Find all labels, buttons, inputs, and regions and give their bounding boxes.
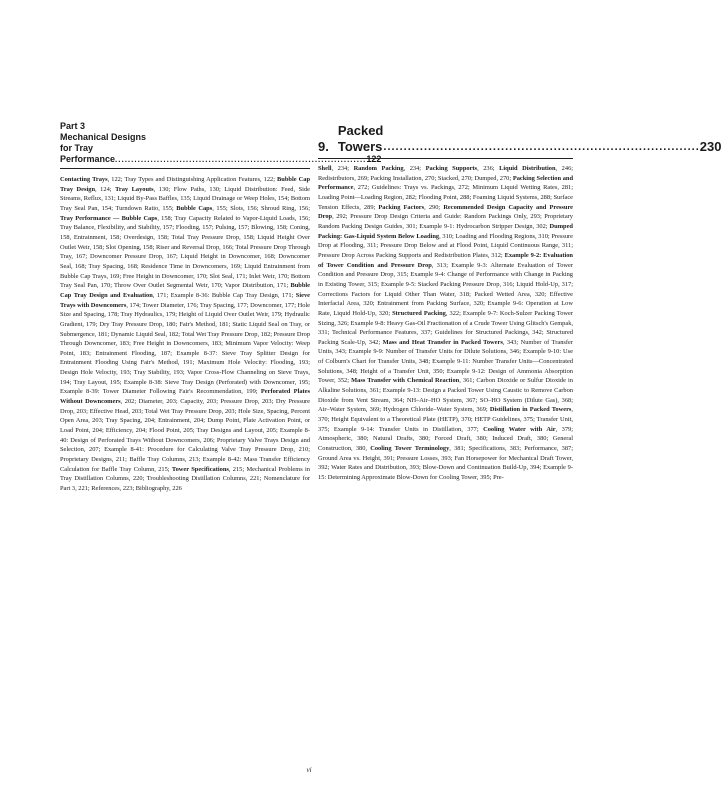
part-title-line-2 — [60, 143, 382, 165]
part-label: Part 3 — [60, 121, 86, 131]
chapter-heading — [318, 123, 721, 155]
right-column — [318, 121, 721, 483]
leader-dots: .............................................................................. — [115, 155, 367, 164]
leader-dots: .............................................................................. — [383, 141, 700, 153]
chapter-page-number: 230 — [699, 139, 721, 154]
part-title-text: for Tray Performance — [60, 143, 116, 164]
chapter-number: 9. — [318, 139, 329, 154]
chapter-contents-paragraph: Shell, 234; Random Packing, 234; Packing Supports, 236; Liquid Distribution, 246; Redistributors, 269; Packing Installation, 270; Stacked, 270; Dumped, 270; Packing Selection and Performance, 272; Guidelines: Trays vs. Packings, 272; Minimum Liquid Wetting Rates, 281; Loading Point—Loading Region, 282; Flooding Point, 288; Foaming Liquid Systems, 288; Surface Tension Effects, 289; Packing Factors, 290; Recommended Design Capacity and Pressure Drop, 292; Pressure Drop Design Criteria and Guide: Random Packings Only, 293; Proprietary Random Packing Design Guides, 301; Example 9-1: Hydrocarbon Stripper Design, 302; Dumped Packing: Gas-Liquid System Below Loading, 310; Loading and Flooding Regions, 310; Pressure Drop at Flooding, 311; Pressure Drop Below and at Flood Point, Liquid Continuous Range, 311; Pressure Drop Across Packing Supports and Redistribution Plates, 312; Example 9-2: Evaluation of Tower Condition and Pressure Drop, 313; Example 9-3: Alternate Evaluation of Tower Condition and Pressure Drop, 315; Example 9-4: Change of Performance with Change in Packing in Existing Tower, 315; Example 9-5: Stacked Packing Pressure Drop, 316; Liquid Hold-Up, 317; Corrections Factors for Liquid Other Than Water, 318; Packed Wetted Area, 320; Effective Interfacial Area, 320; Entrainment from Packing Surface, 320; Example 9-6: Operation at Low Rate, Liquid Hold-Up, 320; Structured Packing, 322; Example 9-7: Koch-Sulzer Packing Tower Sizing, 326; Example 9-8: Heavy Gas-Oil Fractionation of a Crude Tower Using Glitsch's Gempak, 331; Technical Performance Features, 337; Guidelines for Structured Packings, 342; Structured Packing Scale-Up, 342; Mass and Heat Transfer in Packed Towers, 343; Number of Transfer Units, 343; Example 9-9: Number of Transfer Units for Dilute Solutions, 346; Example 9-10: Use of Colburn's Chart for Transfer Units, 348; Example 9-11: Number Transfer Units—Concentrated Solutions, 348; Height of a Transfer Unit, 350; Example 9-12: Design of Ammonia Absorption Tower, 352; Mass Transfer with Chemical Reaction, 361; Carbon Dioxide or Sulfur Dioxide in Alkaline Solutions, 361; Example 9-13: Design a Packed Tower Using Caustic to Remove Carbon Dioxide from Vent Stream, 364; NH–Air–HO System, 367; SO–HO System (Dilute Gas), 368; Air–Water System, 369; Hydrogen Chloride–Water System, 369; Distillation in Packed Towers, 370; Height Equivalent to a Theoretical Plate (HETP), 370; HETP Guidelines, 375; Transfer Unit, 375; Example 9-14: Transfer Units in Distillation, 377; Cooling Water with Air, 379; Atmospheric, 380; Natural Drafts, 380; Forced Draft, 380; Induced Draft, 380; General Construction, 380, Cooling Tower Terminology, 381; Specifications, 383; Performance, 387; Ground Area vs. Height, 391; Pressure Losses, 393; Fan Horsepower for Mechanical Draft Tower, 392; Water Rates and Distribution, 393; Blow-Down and Continuation Build-Up, 394; Example 9-15: Determining Approximate Blow-Down for Cooling Tower, 395; Pre- — [318, 165, 574, 481]
part-rule — [60, 168, 310, 169]
chapter-rule — [318, 158, 573, 159]
part-contents-paragraph: Contacting Trays, 122; Tray Types and Distinguishing Application Features, 122; Bubble Cap Tray Design, 124; Tray Layouts, 130; Flow Paths, 130; Liquid Distribution: Feed, Side Streams, Reflux, 131; Liquid By-Pass Baffles, 135; Liquid Drainage or Weep Holes, 154; Bottom Tray Seal Pan, 154; Turndown Ratio, 155; Bubble Caps, 155; Slots, 156; Shroud Ring, 156; Tray Performance — Bubble Caps, 158; Tray Capacity Related to Vapor-Liquid Loads, 156; Tray Balance, Flexibility, and Stability, 157; Flooding, 157; Pulsing, 157; Blowing, 158; Coning, 158, Entrainment, 158; Overdesign, 158; Total Tray Pressure Drop, 158; Liquid Height Over Outlet Weir, 158; Slot Opening, 158; Riser and Reversal Drop, 166; Total Pressure Drop Through Tray, 167; Downcomer Pressure Drop, 167; Liquid Height in Downcomer, 168; Downcomer Seal, 168; Tray Spacing, 168; Residence Time in Downcomers, 169; Liquid Entrainment from Bubble Cap Trays, 169; Free Height in Downcomer, 170; Slot Seal, 171; Inlet Weir, 170; Bottom Tray Seal Pan, 170; Throw Over Outlet Segmental Weir, 170; Vapor Distribution, 171; Bubble Cap Tray Design and Evaluation, 171; Example 8-36: Bubble Cap Tray Design, 171; Sieve Trays with Downcomers, 174; Tower Diameter, 176; Tray Spacing, 177; Downcomer, 177; Hole Size and Spacing, 178; Tray Hydraulics, 179; Height of Liquid Over Outlet Weir, 179; Hydraulic Gradient, 179; Dry Tray Pressure Drop, 180; Fair's Method, 181; Static Liquid Seal on Tray, or Submergence, 181; Dynamic Liquid Seal, 182; Total Wet Tray Pressure Drop, 182; Pressure Drop Through Downcomer, 183; Free Height in Downcomers, 183; Minimum Vapor Velocity: Weep Point, 183; Entrainment Flooding, 187; Example 8-37: Sieve Tray Splitter Design for Entrainment Flooding Using Fair's Method, 191; Maximum Hole Velocity: Flooding, 193; Design Hole Velocity, 193; Tray Stability, 193; Vapor Cross-Flow Channeling on Sieve Trays, 194; Tray Layout, 195; Example 8-38: Sieve Tray Design (Perforated) with Downcomer, 195; Example 8-39: Tower Diameter Following Fair's Recommendation, 199; Perforated Plates Without Downcomers, 202; Diameter, 203; Capacity, 203; Pressure Drop, 203; Dry Pressure Drop, 203; Effective Head, 203; Total Wet Tray Pressure Drop, 203; Hole Size, Spacing, Percent Open Area, 203; Tray Spacing, 204; Entrainment, 204; Dump Point, Plate Activation Point, or Load Point, 204; Efficiency, 204; Flood Point, 205; Tray Designs and Layout, 205; Example 8-40: Design of Perforated Trays Without Downcomers, 206; Proprietary Valve Trays Design and Selection, 207; Example 8-41: Procedure for Calculating Valve Tray Pressure Drop, 210; Proprietary Designs, 211; Baffle Tray Columns, 213; Example 8-42: Mass Transfer Efficiency Calculation for Baffle Tray Column, 215; Tower Specifications, 215; Mechanical Problems in Tray Distillation Columns, 220; Troubleshooting Distillation Columns, 221; Nomenclature for Part 3, 221; References, 223; Bibliography, 226 — [60, 176, 311, 492]
page-number-footer: vi — [306, 766, 312, 774]
chapter-title: Packed Towers — [337, 123, 384, 154]
part-page-number: 122 — [366, 154, 382, 164]
part-title-line-1: Mechanical Designs — [60, 132, 147, 142]
